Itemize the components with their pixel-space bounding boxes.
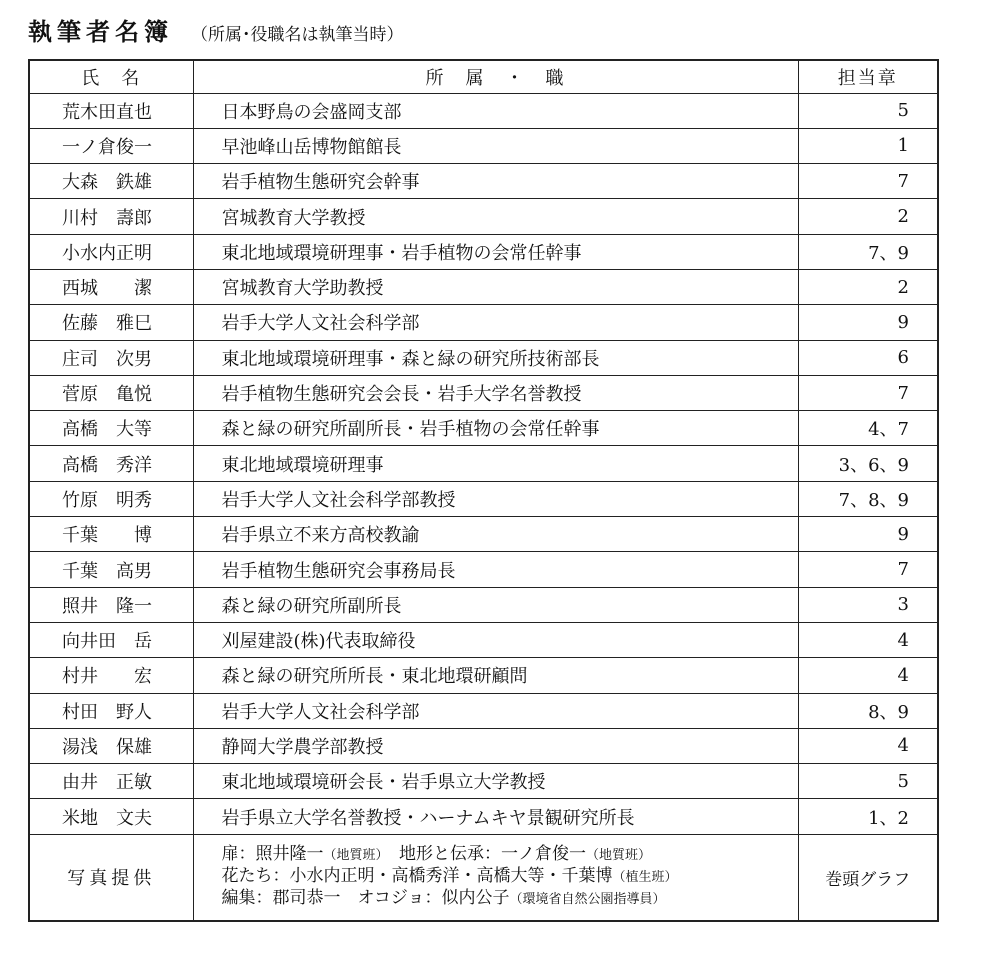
author-chapter: 5 [798,93,938,128]
table-row [29,128,938,163]
author-chapter: 7 [798,164,938,199]
table-row [29,446,938,481]
author-affiliation: 岩手県立不来方高校教諭 [193,517,798,552]
photo-credit-note: （地質班） [323,848,383,864]
author-affiliation: 岩手大学人文社会科学部 [193,693,798,728]
table-row [29,93,938,128]
author-affiliation: 岩手大学人文社会科学部 [193,305,798,340]
author-affiliation: 岩手県立大学名誉教授・ハーナムキヤ景観研究所長 [193,799,798,834]
photo-credit-note: （環境省自然公園指導員） [509,892,666,908]
author-name: 村井 宏 [29,658,193,693]
author-chapter: 3 [798,587,938,622]
table-row [29,375,938,410]
author-name: 千葉 博 [29,517,193,552]
author-chapter: 7 [798,552,938,587]
author-name: 荒木田直也 [29,93,193,128]
author-chapter: 4、7 [798,411,938,446]
table-row [29,305,938,340]
author-affiliation: 森と緑の研究所副所長 [193,587,798,622]
table-row [29,411,938,446]
author-chapter: 4 [798,622,938,657]
author-chapter: 1、2 [798,799,938,834]
author-name: 高橋 秀洋 [29,446,193,481]
author-table [28,59,939,922]
author-name: 村田 野人 [29,693,193,728]
table-row [29,658,938,693]
author-chapter: 1 [798,128,938,163]
photo-credit-line [222,888,798,910]
table-row [29,622,938,657]
table-row [29,481,938,516]
author-name: 川村 壽郎 [29,199,193,234]
author-name: 高橋 大等 [29,411,193,446]
author-name: 千葉 高男 [29,552,193,587]
author-name: 向井田 岳 [29,622,193,657]
author-chapter: 2 [798,269,938,304]
table-row [29,234,938,269]
author-affiliation: 東北地域環境研会長・岩手県立大学教授 [193,764,798,799]
column-header-affiliation: 所 属 ・ 職 [193,60,798,93]
photo-credit-row [29,834,938,921]
photo-credit-text: 花たち：小水内正明・高橋秀洋・高橋大等・千葉博 [221,866,613,887]
photo-credit-list [193,834,798,921]
table-row [29,199,938,234]
photo-credit-label: 写真提供 [29,834,193,921]
author-chapter: 4 [798,658,938,693]
author-name: 米地 文夫 [29,799,193,834]
author-affiliation: 岩手大学人文社会科学部教授 [193,481,798,516]
photo-credit-line [222,866,798,888]
author-chapter: 4 [798,728,938,763]
author-name: 佐藤 雅巳 [29,305,193,340]
author-affiliation: 森と緑の研究所所長・東北地環研顧問 [193,658,798,693]
author-name: 一ノ倉俊一 [29,128,193,163]
author-chapter: 7、8、9 [798,481,938,516]
author-affiliation: 東北地域環境研理事・森と緑の研究所技術部長 [193,340,798,375]
photo-credit-note: （植生班） [612,870,678,886]
author-chapter: 7 [798,375,938,410]
author-name: 菅原 亀悦 [29,375,193,410]
author-affiliation: 岩手植物生態研究会会長・岩手大学名誉教授 [193,375,798,410]
column-header-chapter: 担当章 [798,60,938,93]
author-affiliation: 岩手植物生態研究会事務局長 [193,552,798,587]
table-row [29,587,938,622]
author-name: 由井 正敏 [29,764,193,799]
page-title: 執筆者名簿 [28,18,173,46]
table-row [29,693,938,728]
author-affiliation: 早池峰山岳博物館館長 [193,128,798,163]
photo-credit-text: 扉：照井隆一 [221,844,324,865]
table-row [29,517,938,552]
photo-credit-text: 地形と伝承：一ノ倉俊一 [382,844,587,865]
author-affiliation: 刈屋建設(株)代表取締役 [193,622,798,657]
author-chapter: 6 [798,340,938,375]
title-row [28,12,404,52]
author-name: 大森 鉄雄 [29,164,193,199]
photo-credit-line [222,844,798,866]
title-note: （所属･役職名は執筆当時） [191,25,404,45]
author-chapter: 5 [798,764,938,799]
photo-credit-note: （地質班） [586,848,652,864]
author-affiliation: 日本野鳥の会盛岡支部 [193,93,798,128]
table-row [29,340,938,375]
table-body [29,93,938,834]
author-chapter: 2 [798,199,938,234]
author-affiliation: 宮城教育大学助教授 [193,269,798,304]
photo-credit-section: 巻頭グラフ [798,834,938,921]
author-chapter: 9 [798,517,938,552]
author-affiliation: 森と緑の研究所副所長・岩手植物の会常任幹事 [193,411,798,446]
author-name: 湯浅 保雄 [29,728,193,763]
author-chapter: 3、6、9 [798,446,938,481]
column-header-name: 氏 名 [29,60,193,93]
author-chapter: 9 [798,305,938,340]
photo-credit-text: 編集：郡司恭一 オコジョ：似内公子 [221,888,510,909]
author-name: 照井 隆一 [29,587,193,622]
author-name: 小水内正明 [29,234,193,269]
author-name: 竹原 明秀 [29,481,193,516]
table-row [29,728,938,763]
table-header-row [29,60,938,93]
author-affiliation: 東北地域環境研理事・岩手植物の会常任幹事 [193,234,798,269]
table-row [29,269,938,304]
author-chapter: 7、9 [798,234,938,269]
table-row [29,764,938,799]
table-row [29,799,938,834]
author-name: 庄司 次男 [29,340,193,375]
author-affiliation: 静岡大学農学部教授 [193,728,798,763]
author-chapter: 8、9 [798,693,938,728]
table-row [29,164,938,199]
author-name: 西城 潔 [29,269,193,304]
author-affiliation: 宮城教育大学教授 [193,199,798,234]
author-affiliation: 東北地域環境研理事 [193,446,798,481]
author-affiliation: 岩手植物生態研究会幹事 [193,164,798,199]
table-row [29,552,938,587]
